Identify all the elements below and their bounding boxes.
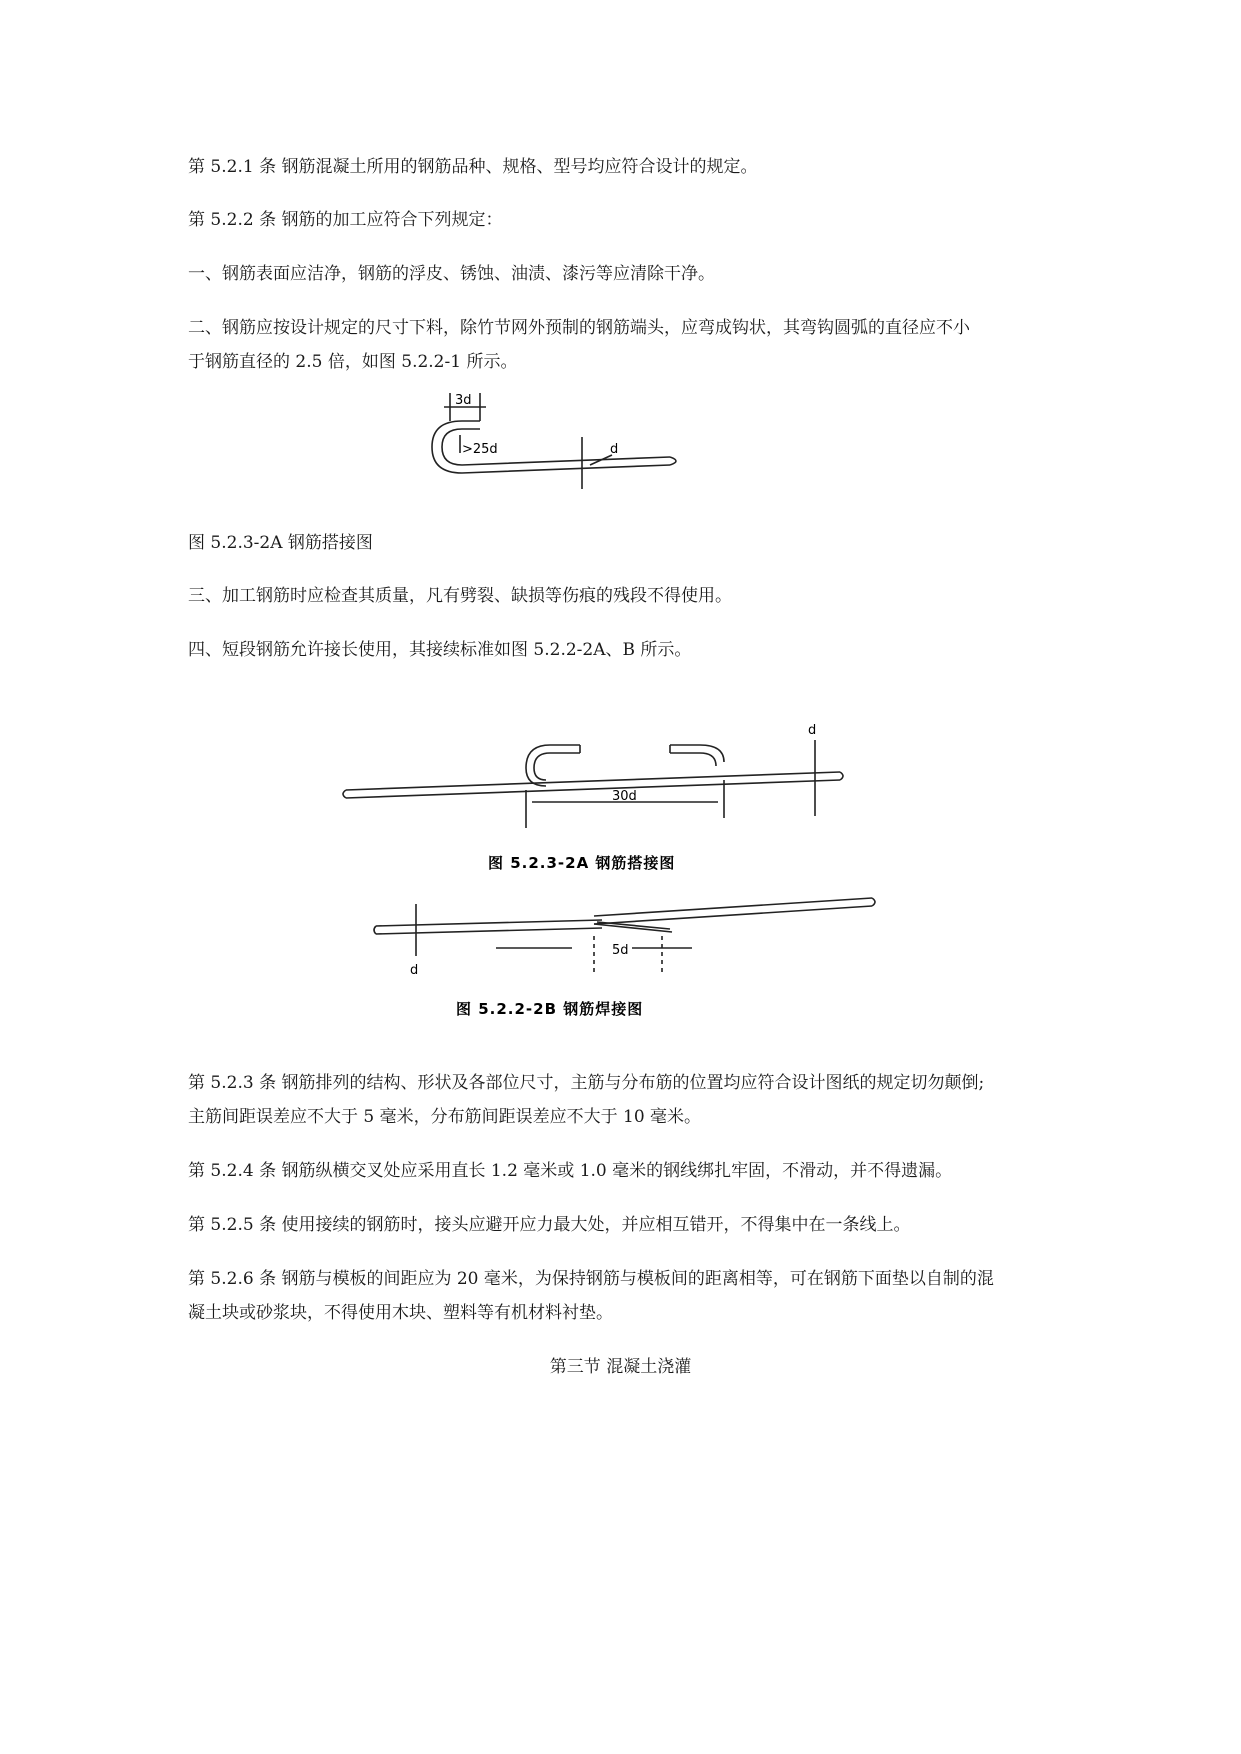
hook-label-25d: >25d — [462, 442, 498, 457]
figure-weld-splice — [372, 884, 892, 1024]
section-heading: 第三节 混凝土浇灌 — [549, 1357, 692, 1377]
clause-5-2-2-item-4: 四、短段钢筋允许接长使用，其接续标准如图 5.2.2-2A、B 所示。 — [188, 640, 692, 660]
clause-5-2-2-item-3: 三、加工钢筋时应检查其质量，凡有劈裂、缺损等伤痕的残段不得使用。 — [188, 586, 732, 606]
hook-label-3d: 3d — [455, 393, 472, 408]
clause-5-2-2-item-2-line-2: 于钢筋直径的 2.5 倍，如图 5.2.2-1 所示。 — [188, 352, 518, 372]
hook-label-d: d — [610, 442, 619, 457]
lap-label-30d: 30d — [612, 789, 637, 804]
clause-5-2-6-line-2: 凝土块或砂浆块，不得使用木块、塑料等有机材料衬垫。 — [188, 1303, 613, 1323]
weld-figure-caption: 图 5.2.2-2B 钢筋焊接图 — [456, 1000, 644, 1018]
weld-label-5d: 5d — [612, 943, 629, 958]
clause-5-2-2-item-2-line-1: 二、钢筋应按设计规定的尺寸下料，除竹节网外预制的钢筋端头，应弯成钩状，其弯钩圆弧的直径应不小 — [188, 318, 970, 338]
figure-lap-splice — [340, 710, 920, 880]
clause-5-2-1: 第 5.2.1 条 钢筋混凝土所用的钢筋品种、规格、型号均应符合设计的规定。 — [188, 157, 758, 177]
lap-figure-caption: 图 5.2.3-2A 钢筋搭接图 — [488, 854, 676, 872]
clause-5-2-6-line-1: 第 5.2.6 条 钢筋与模板的间距应为 20 毫米，为保持钢筋与模板间的距离相等，可在钢筋下面垫以自制的混 — [188, 1269, 994, 1289]
clause-5-2-4: 第 5.2.4 条 钢筋纵横交叉处应采用直长 1.2 毫米或 1.0 毫米的钢线绑扎牢固，不滑动，并不得遗漏。 — [188, 1161, 953, 1181]
clause-5-2-2-item-1: 一、钢筋表面应洁净，钢筋的浮皮、锈蚀、油渍、漆污等应清除干净。 — [188, 264, 715, 284]
clause-5-2-3-line-2: 主筋间距误差应不大于 5 毫米，分布筋间距误差应不大于 10 毫米。 — [188, 1107, 702, 1127]
clause-5-2-2: 第 5.2.2 条 钢筋的加工应符合下列规定： — [188, 210, 503, 230]
clause-5-2-5: 第 5.2.5 条 使用接续的钢筋时，接头应避开应力最大处，并应相互错开，不得集中在一条线上。 — [188, 1215, 911, 1235]
figure-hook — [420, 385, 700, 495]
figure-caption-hook: 图 5.2.3-2A 钢筋搭接图 — [188, 533, 373, 553]
clause-5-2-3-line-1: 第 5.2.3 条 钢筋排列的结构、形状及各部位尺寸，主筋与分布筋的位置均应符合设计图纸的规定切勿颠倒; — [188, 1073, 985, 1093]
weld-label-d: d — [410, 963, 419, 978]
lap-label-d: d — [808, 723, 817, 738]
